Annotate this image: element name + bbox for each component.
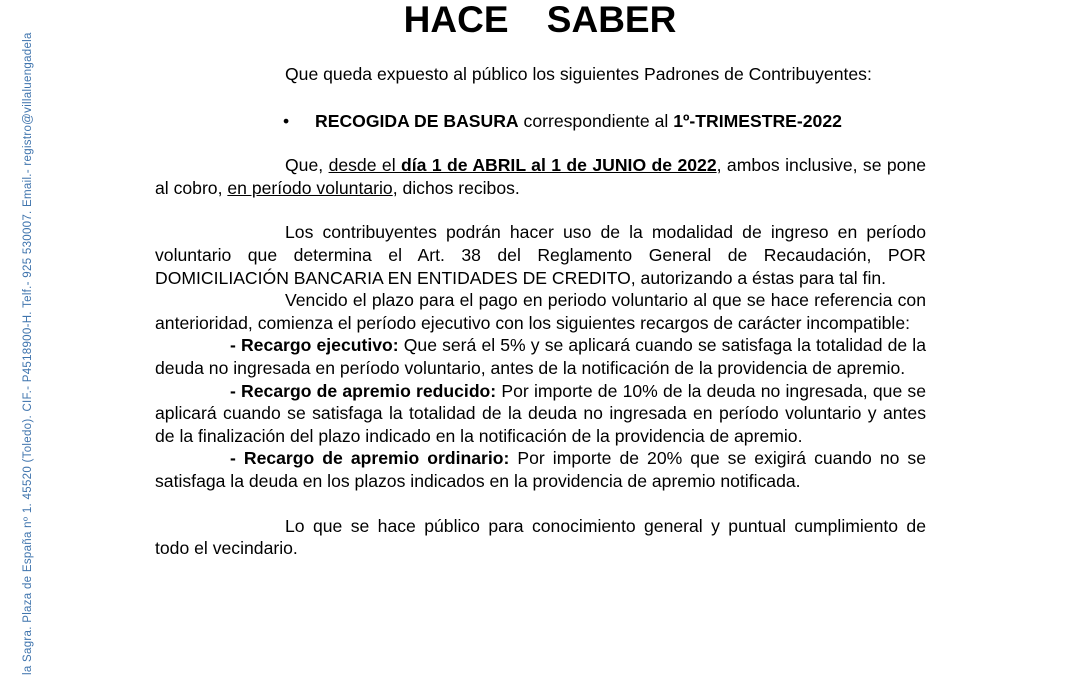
recargo-ordinario-text: Por importe de 20% que se exigirá cuando no se satisfaga la deuda en los plazos indicados en la providencia de apremio notificada. [155,448,926,491]
recargo-ordinario-label: - Recargo de apremio ordinario: [230,448,510,469]
bullet-dot: • [283,110,290,131]
period-text-1: Que, [285,155,329,176]
period-dates [329,155,717,175]
side-address-text: la Sagra. Plaza de España nº 1. 45520 (Toledo). CIF.- P4518900-H. Telf.- 925 530007. Email.- registro@villaluengadela [22,32,34,675]
recargo-ejecutivo [155,334,926,379]
period-text-2: , ambos inclusive, se pone al cobro, [155,155,927,198]
bullet-item [155,110,926,133]
title-word-hace: HACE [403,0,509,40]
recargo-reducido-label: - Recargo de apremio reducido: [230,380,497,401]
recargo-reducido [155,380,926,448]
closing-paragraph: Lo que se hace público para conocimiento general y puntual cumplimiento de todo el vecindario. [155,515,926,559]
period-dates-bold: día 1 de ABRIL al 1 de JUNIO de 2022 [401,155,717,176]
period-voluntary: en período voluntario [227,177,393,198]
period-text-3: , dichos recibos. [392,177,520,198]
recargo-ordinario [155,447,926,492]
document-body [155,63,926,560]
bullet-bold-period: 1º-TRIMESTRE-2022 [673,110,842,131]
title-word-saber: SABER [546,0,677,40]
period-paragraph [155,154,926,199]
bullet-bold-service: RECOGIDA DE BASURA [315,110,519,131]
recargo-reducido-text: Por importe de 10% de la deuda no ingresada, que se aplicará cuando se satisfaga la totalidad de la deuda no ingresada en período voluntario y antes de la finalización del plazo indicado en la notificación de la providencia de apremio. [155,380,927,446]
bullet-text: correspondiente al [518,110,674,131]
period-dates-prefix: desde el [328,155,402,176]
intro-paragraph: Que queda expuesto al público los siguientes Padrones de Contribuyentes: [285,64,872,84]
recargo-ejecutivo-text: Que será el 5% y se aplicará cuando se satisfaga la totalidad de la deuda no ingresada en período voluntario, antes de la notificación de la providencia de apremio. [155,335,926,378]
recargo-ejecutivo-label: - Recargo ejecutivo: [230,335,399,356]
vencido-paragraph: Vencido el plazo para el pago en periodo voluntario al que se hace referencia con anterioridad, comienza el período ejecutivo con los siguientes recargos de carácter incompatible: [155,290,926,333]
domiciliacion-paragraph: Los contribuyentes podrán hacer uso de la modalidad de ingreso en período voluntario que determina el Art. 38 del Reglamento General de Recaudación, POR DOMICILIACIÓN BANCARIA EN ENTIDADES DE CREDITO, autorizando a éstas para tal fin. [155,222,926,288]
page-title [0,0,1080,40]
